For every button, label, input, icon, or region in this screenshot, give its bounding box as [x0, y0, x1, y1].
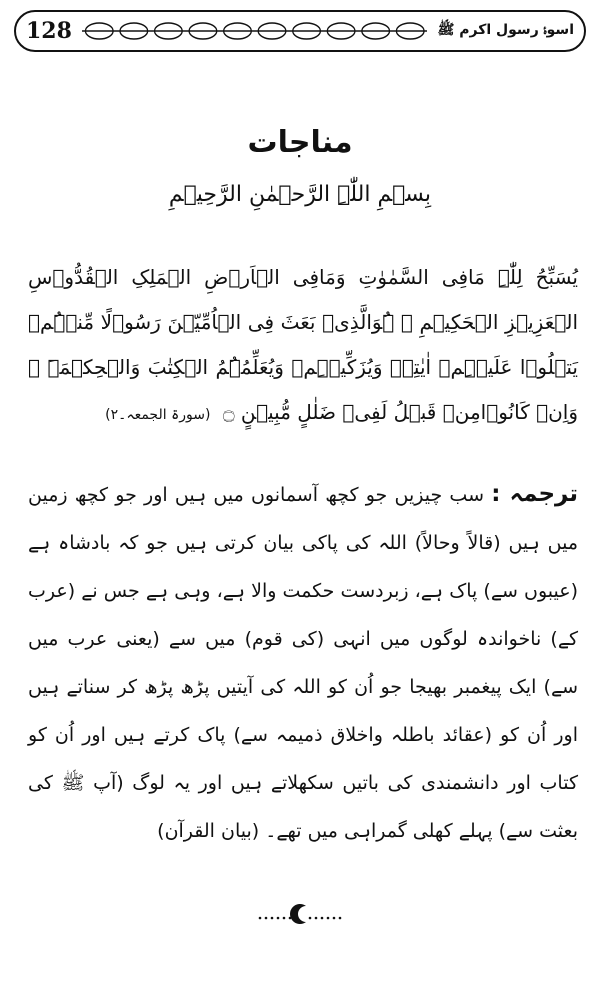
- page-number: 128: [26, 18, 72, 44]
- page-header: [14, 10, 586, 52]
- bismillah: بِسۡمِ اللّٰہِ الرَّحۡمٰنِ الرَّحِیۡمِ: [168, 182, 432, 207]
- crescent-ornament-icon: [250, 900, 350, 926]
- arabic-verse-text: یُسَبِّحُ لِلّٰہِ مَافِی السَّمٰوٰتِ وَمَافِی الۡاَرۡضِ الۡمَلِکِ الۡقُدُّوۡسِ الۡعَزِیۡزِ الۡحَکِیۡمِ ﷺ ہُوَالَّذِیۡ بَعَثَ فِی الۡاُمِّیّٖنَ رَسُوۡلًا مِّنۡہُمۡ یَتۡلُوۡا عَلَیۡہِمۡ اٰیٰتِہٖ وَیُزَکِّیۡہِمۡ وَیُعَلِّمُہُمُ الۡکِتٰبَ وَالۡحِکۡمَۃَ ۚ وَاِنۡ کَانُوۡامِنۡ قَبۡلُ لَفِیۡ ضَلٰلٍ مُّبِیۡنٍ ۝: [28, 265, 578, 424]
- translation: [28, 470, 578, 855]
- running-title: اسوۂ رسول اکرم ﷺ: [437, 22, 574, 38]
- header-ornament: [82, 18, 428, 44]
- arabic-verse: [28, 255, 578, 438]
- page-title: مناجات: [247, 125, 353, 160]
- translation-text: سب چیزیں جو کچھ آسمانوں میں ہیں اور جو کچھ زمین میں ہیں (قالاً وحالاً) اللہ کی پاکی بیان کرتی ہیں جو کہ بادشاہ ہے (عیبوں سے) پاک ہے، زبردست حکمت والا ہے، وہی ہے جس نے (عرب کے) ناخواندہ لوگوں میں انہی (کی قوم) میں سے (یعنی عرب میں سے) ایک پیغمبر بھیجا جو اُن کو اللہ کی آیتیں پڑھ پڑھ کر سناتے ہیں اور اُن کو (عقائد باطلہ واخلاق ذمیمہ سے) پاک کرتے ہیں اور اُن کو کتاب اور دانشمندی کی باتیں سکھلاتے ہیں اور یہ لوگ (آپ ﷺ کی بعثت سے) پہلے کھلی گمراہی میں تھے۔ (بیان القرآن): [28, 484, 578, 842]
- verse-citation: (سورۃ الجمعہ۔۲): [105, 407, 211, 423]
- translation-label: ترجمہ :: [491, 481, 579, 507]
